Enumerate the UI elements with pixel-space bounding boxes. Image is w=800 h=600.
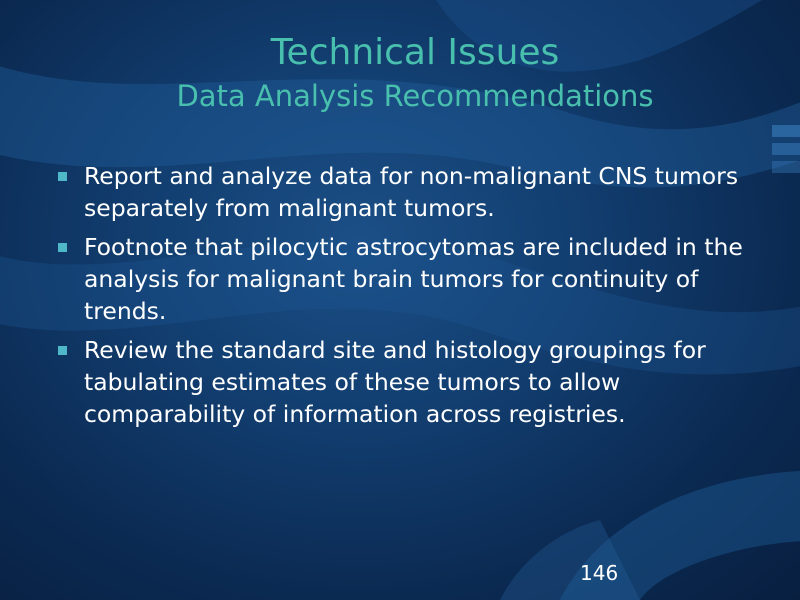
bullet-item bbox=[58, 160, 748, 224]
square-bullet-icon bbox=[58, 346, 67, 355]
bullet-text: Review the standard site and histology groupings for tabulating estimates of these tumors to allow comparability of information across registries. bbox=[84, 336, 706, 428]
title-block bbox=[0, 30, 800, 116]
slide-title: Technical Issues bbox=[270, 32, 560, 73]
slide-subtitle: Data Analysis Recommendations bbox=[176, 79, 654, 113]
bullet-list bbox=[58, 160, 748, 437]
bullet-item bbox=[58, 334, 748, 430]
square-bullet-icon bbox=[58, 172, 67, 181]
bullet-text: Footnote that pilocytic astrocytomas are included in the analysis for malignant brain tumors for continuity of trends. bbox=[84, 233, 743, 325]
bullet-text: Report and analyze data for non-malignant CNS tumors separately from malignant tumors. bbox=[84, 162, 739, 222]
bullet-item bbox=[58, 231, 748, 327]
page-number: 146 bbox=[580, 561, 619, 585]
square-bullet-icon bbox=[58, 243, 67, 252]
